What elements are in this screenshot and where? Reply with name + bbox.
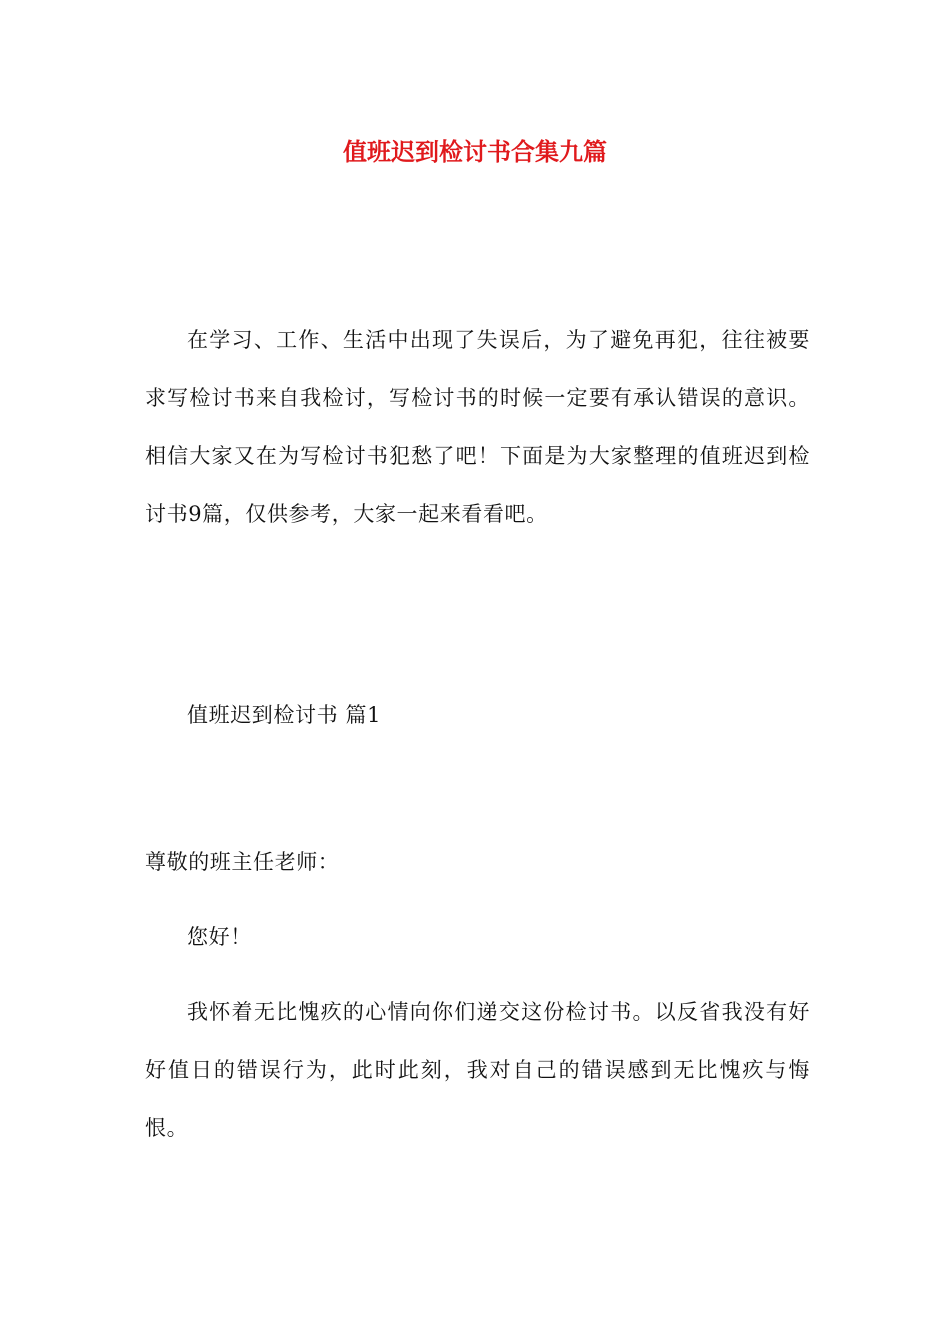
intro-paragraph: 在学习、工作、生活中出现了失误后，为了避免再犯，往往被要求写检讨书来自我检讨，写检讨书的时候一定要有承认错误的意识。相信大家又在为写检讨书犯愁了吧！下面是为大家整理的值班迟到检讨书9篇，仅供参考，大家一起来看看吧。 <box>145 328 810 526</box>
body-paragraph: 我怀着无比愧疚的心情向你们递交这份检讨书。以反省我没有好好值日的错误行为，此时此刻，我对自己的错误感到无比愧疚与悔恨。 <box>145 1000 810 1140</box>
salutation: 尊敬的班主任老师： <box>145 850 340 874</box>
greeting: 您好！ <box>187 925 252 949</box>
section-heading: 值班迟到检讨书 篇1 <box>187 703 382 727</box>
document-title: 值班迟到检讨书合集九篇 <box>343 137 607 166</box>
